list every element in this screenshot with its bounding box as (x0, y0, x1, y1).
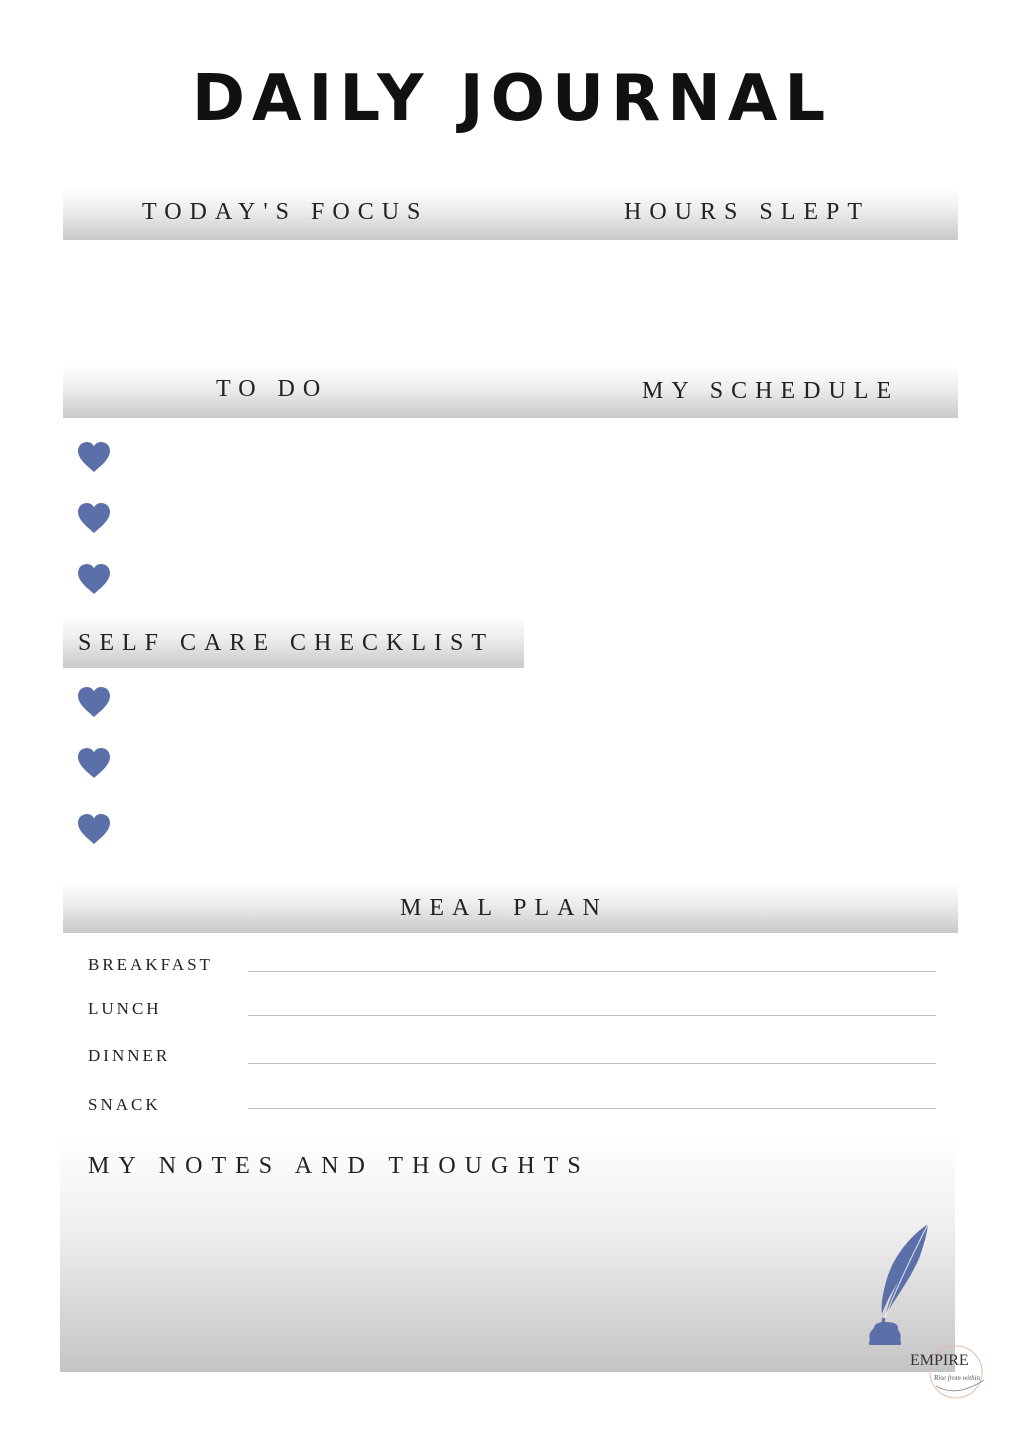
hours-slept-heading: HOURS SLEPT (624, 199, 871, 225)
meal-snack-label: SNACK (88, 1095, 161, 1114)
heart-icon (77, 813, 111, 845)
notes-heading: MY NOTES AND THOUGHTS (88, 1153, 590, 1179)
meal-lunch-label: LUNCH (88, 999, 162, 1018)
logo-tagline: Rise from within (934, 1374, 981, 1382)
meal-dinner-line (248, 1063, 936, 1064)
heart-icon (77, 441, 111, 473)
self-care-checklist-heading: SELF CARE CHECKLIST (78, 630, 495, 656)
quill-inkwell-icon (862, 1222, 934, 1348)
meal-plan-heading: MEAL PLAN (400, 895, 608, 921)
my-schedule-heading: MY SCHEDULE (642, 378, 900, 404)
meal-breakfast-line (248, 971, 936, 972)
empire-logo (906, 1340, 1006, 1404)
to-do-heading: TO DO (216, 376, 329, 402)
meal-breakfast-label: BREAKFAST (88, 955, 213, 974)
heart-icon (77, 563, 111, 595)
heart-icon (77, 502, 111, 534)
meal-lunch-line (248, 1015, 936, 1016)
meal-dinner-label: DINNER (88, 1046, 171, 1065)
meal-snack-line (248, 1108, 936, 1109)
heart-icon (77, 686, 111, 718)
page-title: DAILY JOURNAL (191, 62, 833, 136)
todays-focus-heading: TODAY'S FOCUS (142, 199, 429, 225)
heart-icon (77, 747, 111, 779)
logo-text: EMPIRE (910, 1352, 969, 1369)
